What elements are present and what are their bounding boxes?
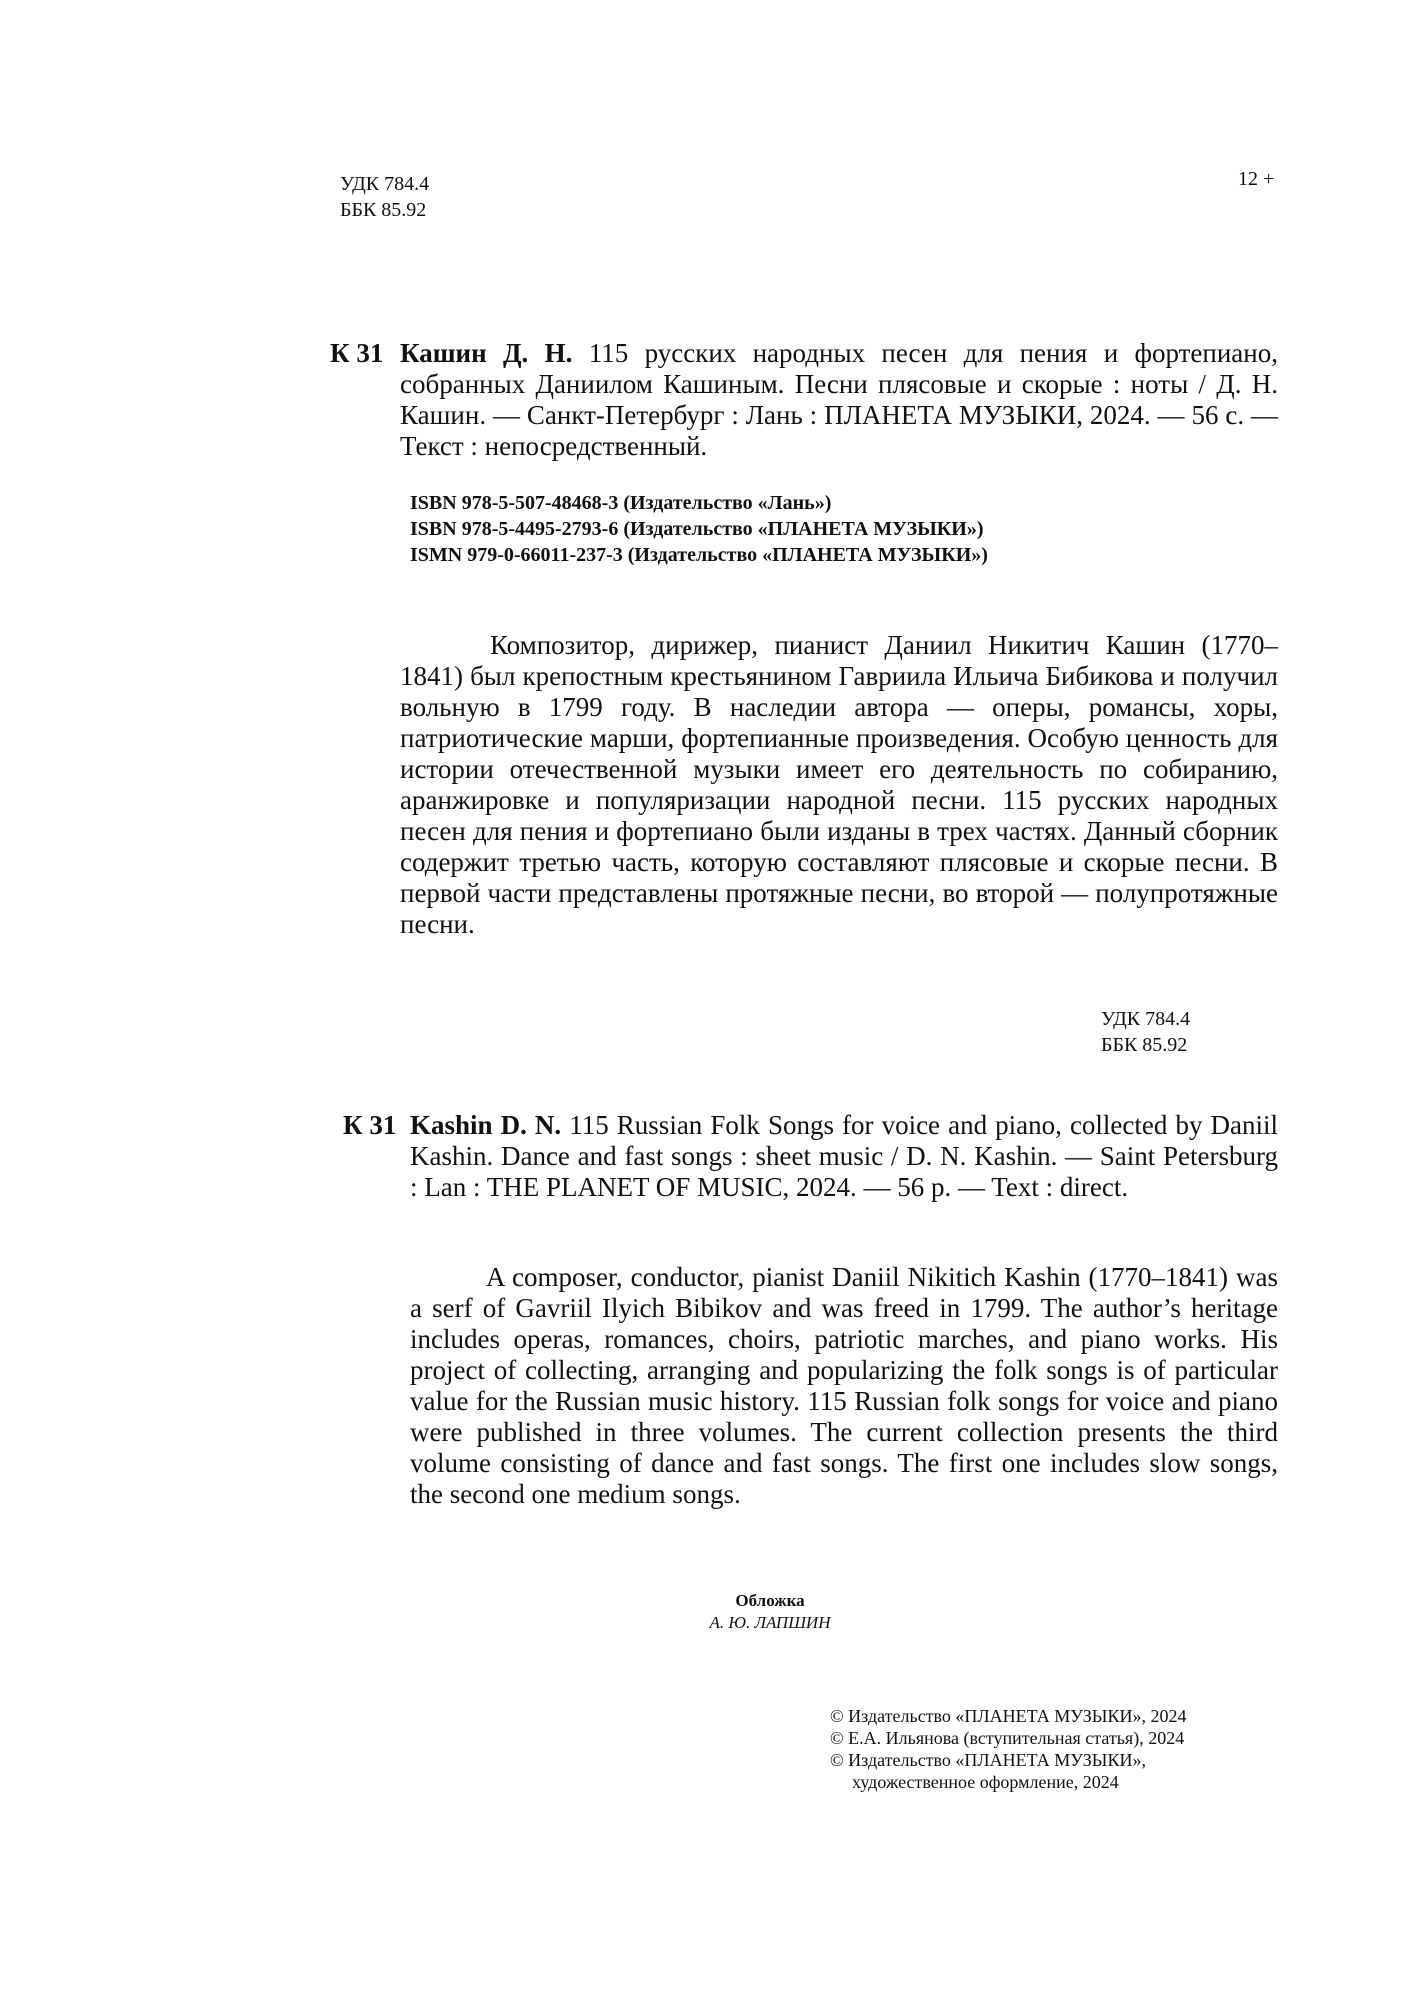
en-annotation: A composer, conductor, pianist Daniil Nikitich Kashin (1770–1841) was a serf of Gavriil Ilyich Bibikov and was freed in 1799. The author’s heritage includes operas, romances, choirs, patriotic marches, and piano works. His project of collecting, arranging and popularizing the folk songs is of particular value for the Russian music history. 115 Russian folk songs for voice and piano were published in three volumes. The current collection presents the third volume consisting of dance and fast songs. The first one includes slow songs, the second one medium songs. (410, 1262, 1278, 1509)
isbn-block (410, 490, 988, 568)
bbk-code: ББК 85.92 (340, 199, 427, 221)
mid-classification-codes (1101, 1006, 1190, 1058)
cover-label: Обложка (735, 1591, 805, 1610)
cover-credit (640, 1590, 900, 1634)
copyright-line: © Е.А. Ильянова (вступительная статья), 2024 (830, 1728, 1185, 1748)
bbk-code: ББК 85.92 (1101, 1034, 1188, 1056)
copyright-block (830, 1705, 1186, 1793)
ru-author-mark: К 31 (330, 338, 384, 368)
age-rating: 12 + (1238, 168, 1275, 190)
top-classification-codes (340, 171, 540, 223)
ismn-planet: ISMN 979-0-66011-237-3 (Издательство «ПЛАНЕТА МУЗЫКИ») (410, 544, 988, 566)
ru-record-text: 115 русских народных песен для пения и фортепиано, собранных Даниилом Кашиным. Песни плясовые и скорые : ноты / Д. Н. Кашин. — Санкт-Петербург : Лань : ПЛАНЕТА МУЗЫКИ, 2024. — 56 с. — Текст : непосредственный. (400, 338, 1278, 461)
en-record-author: Kashin D. N. (410, 1110, 562, 1140)
isbn-planet: ISBN 978-5-4495-2793-6 (Издательство «ПЛАНЕТА МУЗЫКИ») (410, 518, 984, 540)
ru-catalog-record (400, 338, 1278, 462)
udk-code: УДК 784.4 (1101, 1008, 1191, 1030)
en-author-mark: К 31 (343, 1110, 397, 1140)
copyright-line: художественное оформление, 2024 (852, 1772, 1119, 1792)
en-catalog-record (410, 1110, 1278, 1203)
copyright-line: © Издательство «ПЛАНЕТА МУЗЫКИ», 2024 (830, 1706, 1187, 1726)
cover-designer: А. Ю. ЛАПШИН (709, 1613, 831, 1632)
udk-code: УДК 784.4 (340, 173, 430, 195)
copyright-line: © Издательство «ПЛАНЕТА МУЗЫКИ», (830, 1750, 1146, 1770)
en-record-text: 115 Russian Folk Songs for voice and piano, collected by Daniil Kashin. Dance and fast songs : sheet music / D. N. Kashin. — Saint Petersburg : Lan : THE PLANET OF MUSIC, 2024. — 56 p. — Text : direct. (410, 1110, 1278, 1202)
ru-annotation: Композитор, дирижер, пианист Даниил Никитич Кашин (1770–1841) был крепостным крестьянином Гавриила Ильича Бибикова и получил вольную в 1799 году. В наследии автора — оперы, романсы, хоры, патриотические марши, фортепианные произведения. Особую ценность для истории отечественной музыки имеет его деятельность по собиранию, аранжировке и популяризации народной песни. 115 русских народных песен для пения и фортепиано были изданы в трех частях. Данный сборник содержит третью часть, которую составляют плясовые и скорые песни. В первой части представлены протяжные песни, во второй — полупротяжные песни. (400, 630, 1278, 939)
isbn-lan: ISBN 978-5-507-48468-3 (Издательство «Лань») (410, 492, 832, 514)
ru-record-author: Кашин Д. Н. (400, 338, 573, 368)
